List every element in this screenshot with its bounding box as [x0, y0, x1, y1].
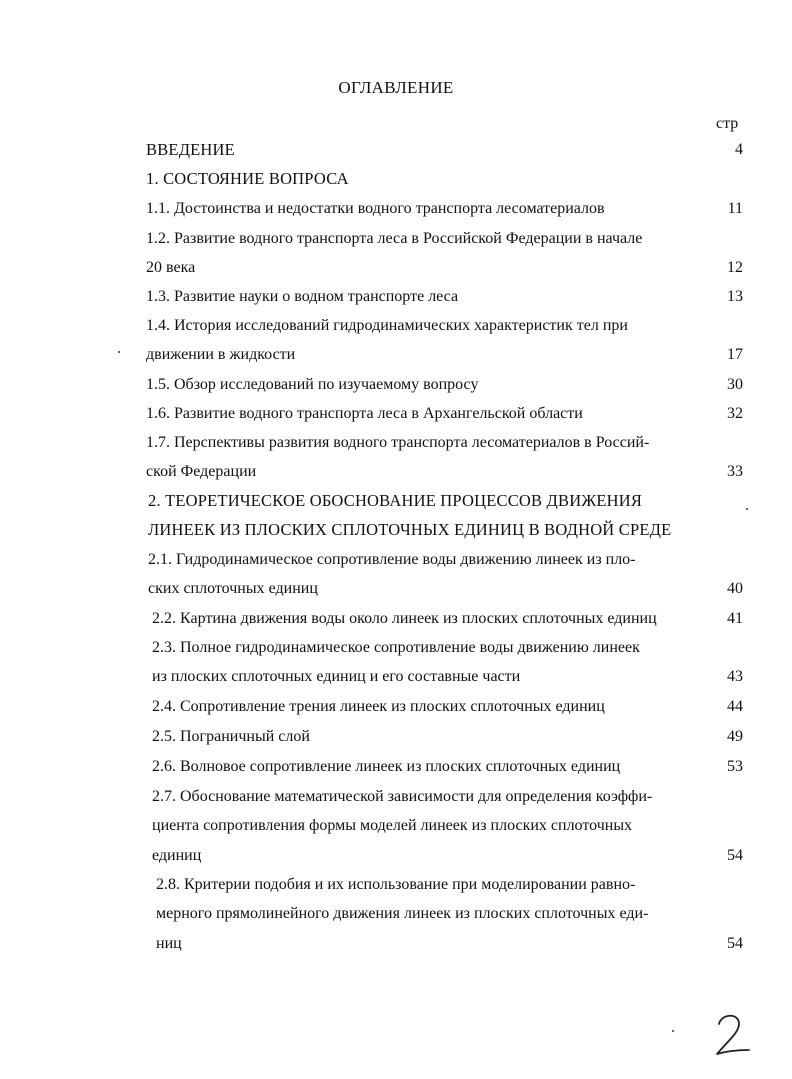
handwritten-digit-two: [707, 1010, 757, 1060]
toc-page-number: 32: [727, 405, 743, 422]
toc-entry-line: ВВЕДЕНИЕ: [146, 140, 235, 159]
toc-entry-line: 2.3. Полное гидродинамическое сопротивление воды движению линеек: [152, 639, 640, 656]
toc-entry-line: 2.6. Волновое сопротивление линеек из плоских сплоточных единиц: [152, 758, 621, 775]
toc-entry-line: ЛИНЕЕК ИЗ ПЛОСКИХ СПЛОТОЧНЫХ ЕДИНИЦ В ВОДНОЙ СРЕДЕ: [148, 520, 672, 540]
toc-entry-line: ских сплоточных единиц: [148, 580, 318, 598]
toc-entry-line: 1.5. Обзор исследований по изучаемому вопросу: [146, 376, 479, 393]
toc-page-number: 11: [727, 200, 743, 217]
toc-entry-line: циента сопротивления формы моделей линеек из плоских сплоточных: [152, 817, 633, 835]
toc-entry-line: 1.4. История исследований гидродинамических характеристик тел при: [146, 317, 628, 334]
toc-entry-line: 2.4. Сопротивление трения линеек из плоских сплоточных единиц: [152, 698, 605, 715]
toc-page-number: 54: [727, 846, 743, 864]
toc-page-number: 43: [727, 668, 743, 686]
toc-entry-line: 2.2. Картина движения воды около линеек из плоских сплоточных единиц: [152, 610, 657, 627]
toc-entry-line: движении в жидкости: [146, 346, 296, 364]
toc-entry-line: 1.2. Развитие водного транспорта леса в Российской Федерации в начале: [146, 230, 643, 247]
toc-page-number: 54: [727, 934, 743, 952]
toc-entry-line: 1.6. Развитие водного транспорта леса в Архангельской области: [146, 405, 583, 422]
toc-entry-line: мерного прямолинейного движения линеек из плоских сплоточных еди-: [156, 905, 649, 923]
toc-entry-line: ниц: [156, 934, 182, 952]
toc-entry-line: 1. СОСТОЯНИЕ ВОПРОСА: [146, 169, 349, 188]
toc-entry-line: 2.7. Обоснование математической зависимости для определения коэффи-: [152, 788, 653, 805]
toc-entry-line: из плоских сплоточных единиц и его составные части: [152, 668, 521, 686]
toc-entry-line: 20 века: [146, 259, 196, 277]
toc-entry-line: ской Федерации: [146, 463, 257, 481]
toc-entry-line: 2. ТЕОРЕТИЧЕСКОЕ ОБОСНОВАНИЕ ПРОЦЕССОВ ДВИЖЕНИЯ: [148, 491, 643, 510]
toc-page-number: 40: [727, 580, 743, 598]
toc-entry-line: 1.1. Достоинства и недостатки водного транспорта лесоматериалов: [146, 200, 605, 217]
speck-mark: [672, 1030, 674, 1032]
toc-entry-line: 2.1. Гидродинамическое сопротивление воды движению линеек из пло-: [148, 551, 636, 568]
toc-page-number: 4: [735, 141, 743, 158]
speck-mark: [118, 351, 120, 353]
toc-page-number: 41: [727, 610, 743, 627]
toc-entry-line: 2.5. Пограничный слой: [152, 728, 310, 745]
toc-page-number: 33: [727, 463, 743, 481]
toc-title: ОГЛАВЛЕНИЕ: [338, 78, 454, 97]
toc-entry-line: единиц: [152, 846, 202, 864]
toc-page-number: 49: [727, 728, 743, 745]
toc-page-number: 53: [727, 758, 743, 775]
toc-page-number: 17: [727, 346, 743, 364]
toc-page-number: 12: [727, 259, 743, 277]
toc-page-number: 13: [727, 288, 743, 305]
handwritten-page-number: [707, 1010, 757, 1065]
toc-entry-line: 1.3. Развитие науки о водном транспорте леса: [146, 288, 459, 305]
page-column-header: стр: [716, 115, 739, 132]
toc-page-number: 30: [727, 376, 743, 393]
toc-entry-line: 1.7. Перспективы развития водного транспорта лесоматериалов в Россий-: [146, 434, 650, 451]
toc-entry-line: 2.8. Критерии подобия и их использование при моделировании равно-: [156, 876, 636, 893]
toc-page-number: 44: [727, 698, 743, 715]
speck-mark: [746, 508, 748, 510]
